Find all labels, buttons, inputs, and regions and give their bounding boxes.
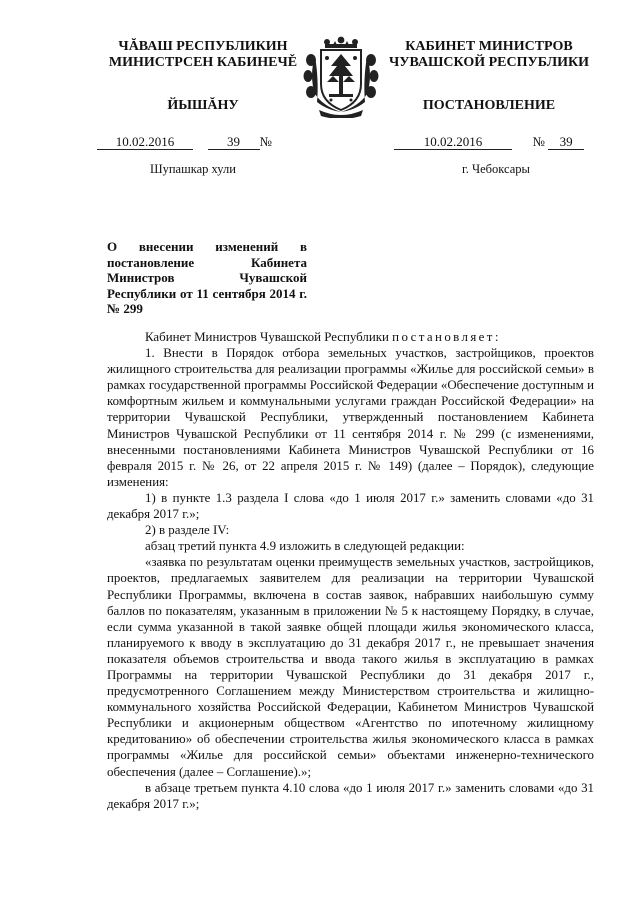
intro-paragraph: [107, 329, 594, 345]
document-body: [107, 329, 594, 812]
paragraph-2: 1) в пункте 1.3 раздела I слова «до 1 июля 2017 г.» заменить словами «до 31 декабря 2017 г.»;: [107, 490, 594, 522]
doctype-left: ЙЫШĂНУ: [167, 98, 239, 113]
doctype-right: ПОСТАНОВЛЕНИЕ: [422, 98, 556, 113]
header-right-line1: КАБИНЕТ МИНИСТРОВ: [405, 39, 573, 54]
document-subject: О внесении изменений в постановление Кабинета Министров Чувашской Республики от 11 сентября 2014 г. № 299: [107, 239, 307, 316]
left-number: 39: [208, 134, 260, 150]
paragraph-1: 1. Внести в Порядок отбора земельных участков, застройщиков, проектов жилищного строительства для реализации программы «Жилье для российской семьи» в рамках государственной программы Российской Федерации «Обеспечение доступным и комфортным жильем и коммунальными услугами граждан Российской Федерации» на территории Чувашской Республики, утвержденный постановлением Кабинета Министров Чувашской Республики от 11 сентября 2014 г. № 299 (с изменениями, внесенными постановлениями Кабинета Министров Чувашской Республики от 16 февраля 2015 г. № 26, от 22 апреля 2015 г. № 149) (далее – Порядок), следующие изменения:: [107, 346, 594, 489]
left-date: 10.02.2016: [97, 134, 193, 150]
header-left: [88, 39, 318, 71]
header-right: [378, 39, 600, 71]
header-left-line1: ЧĂВАШ РЕСПУБЛИКИН: [118, 39, 288, 54]
right-number: 39: [548, 134, 584, 150]
place-right: г. Чебоксары: [462, 162, 530, 176]
header-left-line2: МИНИСТРСЕН КАБИНЕЧĚ: [108, 55, 298, 70]
intro-prefix: Кабинет Министров Чувашской Республики: [145, 330, 389, 344]
left-no-sign: №: [259, 134, 272, 149]
paragraph-6: в абзаце третьем пункта 4.10 слова «до 1 июля 2017 г.» заменить словами «до 31 декабря 2017 г.»;: [107, 780, 594, 811]
place-left: Шупашкар хули: [150, 162, 236, 176]
date-line-left: [97, 134, 327, 150]
paragraph-4: абзац третий пункта 4.9 изложить в следующей редакции:: [145, 539, 465, 554]
paragraph-3: 2) в разделе IV:: [145, 523, 230, 538]
paragraph-5: «заявка по результатам оценки преимуществ земельных участков, застройщиков, проектов, предлагаемых заявителем для реализации на территории Чувашской Республики Программы, включена в состав заявок, набравших наибольшую сумму баллов по показателям, указанным в приложении № 5 к настоящему Порядку, в случае, если сумма указанной в такой заявке общей площади жилья экономического класса, планируемого к вводу в эксплуатацию до 31 декабря 2017 г., не превышает значения показателя объемов строительства и ввода такого жилья в эксплуатацию в рамках Программы на территории Чувашской Республики до 31 декабря 2017 г., предусмотренного Соглашением между Министерством строительства и жилищно-коммунального хозяйства Российской Федерации, Кабинетом Министров Чувашской Республики и акционерным обществом «Агентство по ипотечному жилищному кредитованию» об обеспечении строительства жилья экономического класса в рамках программы «Жилье для российской семьи» объектами инженерно-технического обеспечения (далее – Соглашение).»;: [107, 555, 594, 779]
chuvash-coat-of-arms-icon: [303, 36, 379, 118]
intro-postanovlyaet: постановляет:: [392, 330, 501, 344]
right-no-sign: №: [532, 134, 545, 149]
date-line-right: [394, 134, 614, 150]
header-right-line2: ЧУВАШСКОЙ РЕСПУБЛИКИ: [388, 55, 590, 70]
right-date: 10.02.2016: [394, 134, 512, 150]
